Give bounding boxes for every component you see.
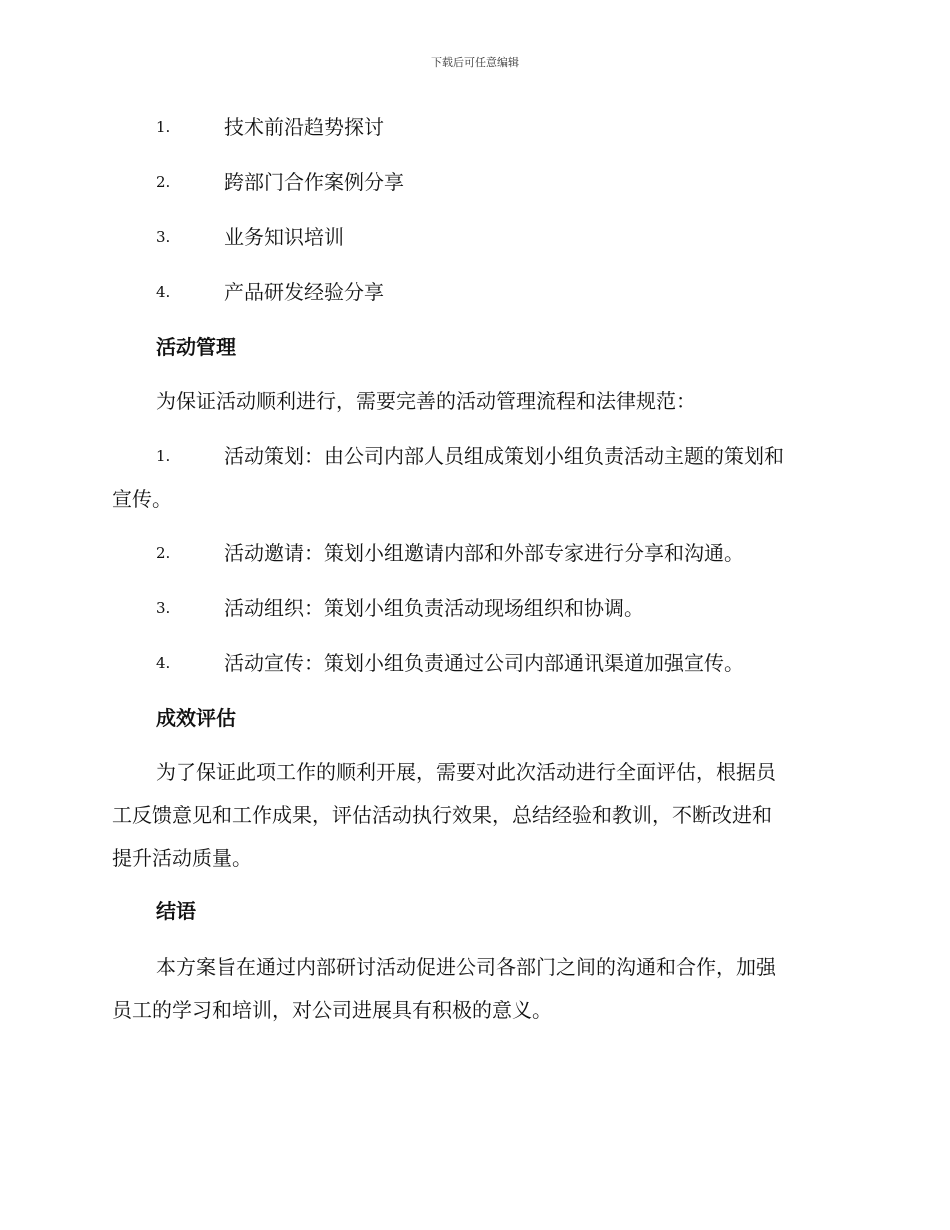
section-heading-conclusion: 结语 (156, 899, 196, 923)
list-item-text: 活动宣传：策划小组负责通过公司内部通讯渠道加强宣传。 (224, 651, 744, 675)
list-item-number: 3. (156, 228, 171, 246)
list-item-text: 产品研发经验分享 (224, 280, 384, 304)
list-item-number: 4. (156, 283, 171, 301)
section-heading-evaluation: 成效评估 (156, 706, 236, 730)
paragraph-line: 为了保证此项工作的顺利开展，需要对此次活动进行全面评估，根据员 (156, 760, 776, 784)
list-item-text: 活动组织：策划小组负责活动现场组织和协调。 (224, 596, 644, 620)
list-item-text: 技术前沿趋势探讨 (224, 115, 384, 139)
list-item-number: 1. (156, 447, 171, 465)
list-item-number: 4. (156, 654, 171, 672)
list-item-number: 1. (156, 118, 171, 136)
list-item-text: 活动邀请：策划小组邀请内部和外部专家进行分享和沟通。 (224, 541, 744, 565)
paragraph-line: 工反馈意见和工作成果，评估活动执行效果，总结经验和教训，不断改进和 (112, 803, 772, 827)
paragraph-line: 员工的学习和培训，对公司进展具有积极的意义。 (112, 998, 552, 1022)
list-item-number: 2. (156, 173, 171, 191)
management-intro: 为保证活动顺利进行，需要完善的活动管理流程和法律规范： (156, 389, 696, 413)
page-header-note: 下载后可任意编辑 (431, 56, 519, 69)
list-item-text: 业务知识培训 (224, 225, 344, 249)
list-item-number: 2. (156, 544, 171, 562)
paragraph-line: 本方案旨在通过内部研讨活动促进公司各部门之间的沟通和合作，加强 (156, 955, 776, 979)
section-heading-management: 活动管理 (156, 335, 236, 359)
list-item-number: 3. (156, 599, 171, 617)
list-item-continuation: 宣传。 (112, 487, 172, 511)
list-item-text: 活动策划：由公司内部人员组成策划小组负责活动主题的策划和 (224, 444, 784, 468)
list-item-text: 跨部门合作案例分享 (224, 170, 404, 194)
paragraph-line: 提升活动质量。 (112, 846, 252, 870)
conclusion-paragraph (112, 946, 842, 1032)
evaluation-paragraph (112, 751, 842, 880)
